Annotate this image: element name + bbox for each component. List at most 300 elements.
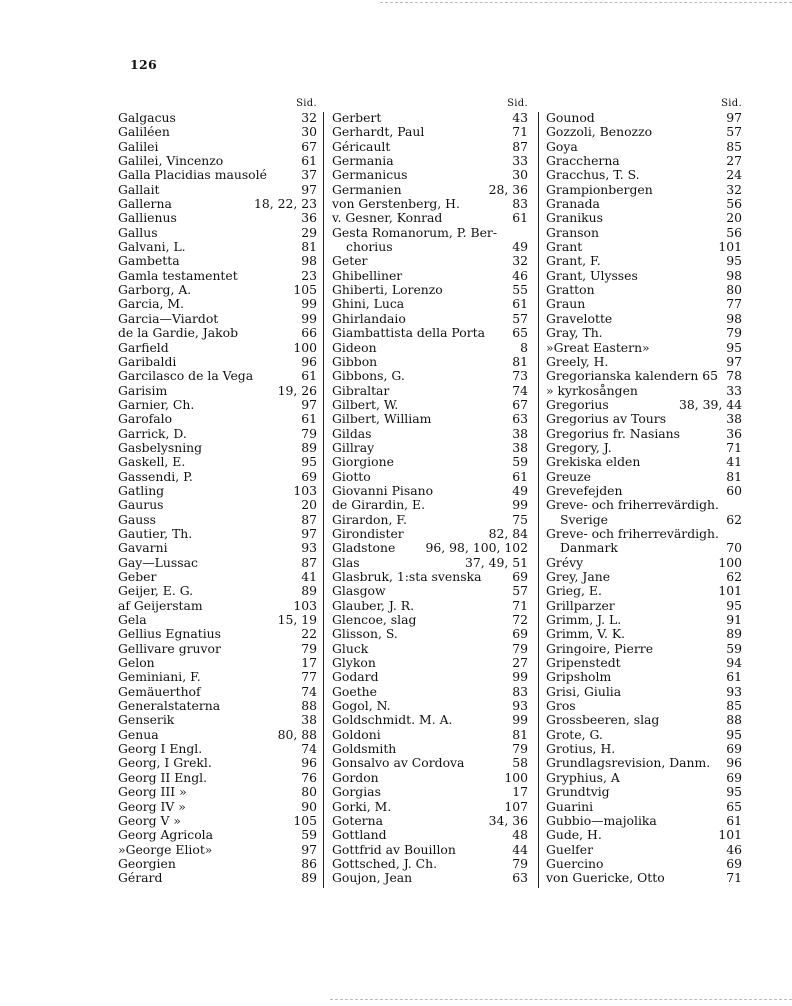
entry-page-number: 78 <box>726 368 742 384</box>
entry-name <box>118 341 169 355</box>
index-entry <box>332 341 528 355</box>
entry-page-number: 86 <box>301 855 317 871</box>
entry-page-number: 17 <box>512 784 528 800</box>
entry-name <box>118 441 202 455</box>
index-entry <box>332 699 528 713</box>
index-entry <box>332 785 528 799</box>
entry-page-number: 63 <box>512 870 528 886</box>
index-entry <box>118 642 317 656</box>
entry-name-text: Glykon <box>332 655 376 671</box>
entry-name-text: Galilei, Vincenzo <box>118 153 224 169</box>
index-entry <box>118 570 317 584</box>
entry-page-number: 97 <box>726 353 742 369</box>
index-entry <box>118 771 317 785</box>
entry-page-number: 95 <box>726 784 742 800</box>
index-entry <box>332 326 528 340</box>
entry-name <box>118 154 223 168</box>
entry-name-text: Gregory, J. <box>546 439 612 455</box>
entry-page-number: 30 <box>301 124 317 140</box>
entry-name-text: Galvani, L. <box>118 239 186 255</box>
entry-name <box>546 670 611 684</box>
entry-name <box>332 484 433 498</box>
entry-name-text: Gravelotte <box>546 310 613 326</box>
entry-name-text: Galilei <box>118 138 159 154</box>
entry-name-text: Galiléen <box>118 124 170 140</box>
entry-page-number: 41 <box>301 569 317 584</box>
index-entry <box>332 670 528 684</box>
entry-name <box>546 211 603 225</box>
entry-name <box>546 527 719 556</box>
entry-name-text: Glasgow <box>332 583 386 599</box>
entry-name-text: »George Eliot» <box>118 841 213 857</box>
entry-name-text: Gavarni <box>118 540 168 556</box>
index-entry <box>118 369 317 383</box>
index-entry <box>546 828 742 842</box>
index-entry <box>118 441 317 455</box>
entry-name-text: Gubbio—majolika <box>546 812 657 828</box>
entry-name <box>332 642 368 656</box>
index-entry <box>118 556 317 570</box>
entry-name-text: Giovanni Pisano <box>332 482 434 498</box>
index-entry <box>118 326 317 340</box>
entry-name <box>118 470 193 484</box>
entry-name-text: Garcilasco de la Vega <box>118 368 254 384</box>
index-entry <box>546 398 742 412</box>
entry-name-text: Giorgione <box>332 454 394 470</box>
entry-name <box>332 800 391 814</box>
entry-name <box>118 384 167 398</box>
entry-name-text: Graun <box>546 296 586 312</box>
index-entry <box>332 642 528 656</box>
entry-name <box>546 254 601 268</box>
entry-name-text: Glisson, S. <box>332 626 398 642</box>
entry-page-number: 65 <box>512 325 528 341</box>
entry-name-text: Gautier, Th. <box>118 525 193 541</box>
entry-page-number: 38 <box>512 439 528 455</box>
entry-name-text: Georg, I Grekl. <box>118 755 212 771</box>
entry-page-number: 98 <box>726 310 742 326</box>
entry-name-text: Gillray <box>332 439 375 455</box>
entry-name-text: Gildas <box>332 425 372 441</box>
entry-name-text: Goethe <box>332 683 377 699</box>
entry-name-text: Girardon, F. <box>332 511 407 527</box>
entry-name-text: Guarini <box>546 798 594 814</box>
entry-name <box>118 226 158 240</box>
entry-name <box>118 211 177 225</box>
entry-name-text: Goya <box>546 138 578 154</box>
index-entry <box>118 613 317 627</box>
entry-name <box>546 627 625 641</box>
entry-page-number: 37, 49, 51 <box>464 554 528 570</box>
entry-name <box>546 183 653 197</box>
entry-name <box>118 427 187 441</box>
entry-page-number: 79 <box>726 325 742 341</box>
entry-name-text: Gringoire, Pierre <box>546 640 654 656</box>
entry-name-text: Gellius Egnatius <box>118 626 222 642</box>
entry-name-text: Gilbert, William <box>332 411 432 427</box>
index-entry <box>118 183 317 197</box>
entry-name <box>546 355 608 369</box>
entry-name-text: Gratton <box>546 282 595 298</box>
entry-name <box>332 713 452 727</box>
entry-name <box>332 140 390 154</box>
entry-name-text: Gorgias <box>332 784 381 800</box>
entry-page-number: 69 <box>512 569 528 584</box>
entry-name <box>332 699 391 713</box>
entry-name <box>118 140 158 154</box>
entry-page-number: 79 <box>512 741 528 757</box>
entry-name-text: Gerbert <box>332 110 382 125</box>
entry-page-number: 61 <box>512 468 528 484</box>
entry-name <box>332 341 377 355</box>
entry-name-text: Greve- och friherrevärdigh. <box>546 497 719 513</box>
entry-name <box>332 183 402 197</box>
entry-page-number: 81 <box>512 726 528 742</box>
index-entry <box>546 670 742 684</box>
entry-name <box>332 656 376 670</box>
entry-name-text: Gripenstedt <box>546 655 621 671</box>
index-entry <box>332 541 528 555</box>
entry-name <box>332 541 395 555</box>
entry-name-text: Garnier, Ch. <box>118 396 195 412</box>
entry-name-text: Gude, H. <box>546 827 602 843</box>
index-entry <box>546 656 742 670</box>
entry-name-text: Gregorius <box>546 396 609 412</box>
entry-name-text: Gilbert, W. <box>332 396 399 412</box>
index-entry <box>332 713 528 727</box>
entry-page-number: 95 <box>726 253 742 269</box>
entry-page-number: 30 <box>512 167 528 183</box>
entry-page-number: 20 <box>726 210 742 226</box>
index-entry <box>118 384 317 398</box>
entry-name-text: Genua <box>118 726 159 742</box>
entry-name <box>546 197 600 211</box>
entry-name <box>118 584 193 598</box>
index-entry <box>546 570 742 584</box>
index-entry <box>118 800 317 814</box>
entry-page-number: 99 <box>301 296 317 312</box>
entry-name <box>546 384 638 398</box>
index-entry <box>118 269 317 283</box>
entry-page-number: 80, 88 <box>277 726 317 742</box>
entry-name <box>332 384 389 398</box>
entry-name <box>332 785 381 799</box>
index-entry <box>118 254 317 268</box>
entry-page-number: 90 <box>301 798 317 814</box>
entry-page-number: 15, 19 <box>277 612 317 628</box>
entry-page-number: 69 <box>301 468 317 484</box>
entry-page-number: 36 <box>301 210 317 226</box>
index-entry <box>546 369 742 383</box>
index-entry <box>332 556 528 570</box>
entry-page-number: 79 <box>512 640 528 656</box>
entry-page-number: 99 <box>512 497 528 513</box>
entry-name-text: Grossbeeren, slag <box>546 712 660 728</box>
index-entry <box>332 412 528 426</box>
entry-page-number: 87 <box>301 554 317 570</box>
entry-page-number: 95 <box>301 454 317 470</box>
entry-page-number: 85 <box>726 138 742 154</box>
index-entry <box>332 441 528 455</box>
entry-name-text: Gracchus, T. S. <box>546 167 640 183</box>
entry-page-number: 19, 26 <box>277 382 317 398</box>
entry-page-number: 91 <box>726 612 742 628</box>
entry-name-text: de Girardin, E. <box>332 497 426 513</box>
entry-page-number: 69 <box>726 769 742 785</box>
entry-name <box>546 297 585 311</box>
entry-name <box>546 584 602 598</box>
entry-name-text: Garfield <box>118 339 169 355</box>
entry-name <box>332 297 404 311</box>
entry-page-number: 61 <box>301 411 317 427</box>
entry-name <box>546 341 650 355</box>
entry-name-text: Gaskell, E. <box>118 454 186 470</box>
entry-name-text: Graccherna <box>546 153 620 169</box>
entry-name <box>118 556 198 570</box>
entry-page-number: 93 <box>726 683 742 699</box>
index-entry <box>546 226 742 240</box>
entry-page-number: 69 <box>726 855 742 871</box>
entry-name-text: Galgacus <box>118 110 176 125</box>
entry-name-text: Germania <box>332 153 394 169</box>
entry-name-text: Greuze <box>546 468 591 484</box>
entry-page-number: 49 <box>512 482 528 498</box>
entry-name-text: Gibbons, G. <box>332 368 405 384</box>
entry-page-number: 71 <box>726 439 742 455</box>
entry-page-number: 38, 39, 44 <box>678 396 742 412</box>
entry-name-text: Gregorianska kalendern 65 <box>546 368 719 384</box>
entry-name <box>118 541 168 555</box>
entry-page-number: 66 <box>301 325 317 341</box>
entry-page-number: 81 <box>301 239 317 255</box>
entry-page-number: 80 <box>726 282 742 298</box>
entry-name-text: Geminiani, F. <box>118 669 201 685</box>
entry-page-number: 103 <box>293 597 317 613</box>
entry-page-number: 74 <box>301 683 317 699</box>
entry-name-text: Gripsholm <box>546 669 612 685</box>
index-entry <box>332 312 528 326</box>
entry-page-number: 29 <box>301 224 317 240</box>
index-entry <box>118 312 317 326</box>
entry-name <box>546 412 666 426</box>
entry-name <box>546 398 609 412</box>
entry-page-number: 96 <box>301 353 317 369</box>
entry-name-text: Grillparzer <box>546 597 615 613</box>
entry-name-text: Gaurus <box>118 497 164 513</box>
entry-name <box>332 857 437 871</box>
index-entry <box>118 756 317 770</box>
index-entry <box>546 800 742 814</box>
entry-page-number: 94 <box>726 655 742 671</box>
index-entry <box>118 599 317 613</box>
entry-name-text: Gasbelysning <box>118 439 203 455</box>
index-entry <box>332 685 528 699</box>
index-entry <box>332 498 528 512</box>
entry-name <box>118 800 186 814</box>
index-entry <box>118 355 317 369</box>
index-entry <box>332 269 528 283</box>
entry-page-number: 72 <box>512 612 528 628</box>
index-entry <box>546 498 742 527</box>
entry-name-text: Garrick, D. <box>118 425 187 441</box>
entry-page-number: 24 <box>726 167 742 183</box>
entry-page-number: 58 <box>512 755 528 771</box>
entry-page-number: 17 <box>301 655 317 671</box>
entry-name-text: Grampionbergen <box>546 181 653 197</box>
entry-page-number: 100 <box>504 769 528 785</box>
entry-page-number: 73 <box>512 368 528 384</box>
entry-name-text: Geber <box>118 569 157 584</box>
index-entry <box>118 211 317 225</box>
index-entry <box>332 742 528 756</box>
index-entry <box>546 584 742 598</box>
entry-name <box>332 871 412 885</box>
index-entry <box>118 398 317 412</box>
index-entry <box>332 656 528 670</box>
entry-name <box>118 283 191 297</box>
entry-name-text: Gatling <box>118 482 165 498</box>
entry-name <box>546 771 620 785</box>
entry-name <box>546 613 621 627</box>
entry-name <box>332 283 443 297</box>
entry-name-text: Gallus <box>118 224 158 240</box>
index-entry <box>546 254 742 268</box>
index-entry <box>546 728 742 742</box>
entry-name-text: Greve- och friherrevärdigh. <box>546 525 719 541</box>
entry-page-number: 33 <box>512 153 528 169</box>
index-entry <box>332 154 528 168</box>
entry-name-text: Grieg, E. <box>546 583 602 599</box>
entry-page-number: 18, 22, 23 <box>253 196 317 212</box>
entry-page-number: 61 <box>301 368 317 384</box>
index-entry <box>546 455 742 469</box>
entry-name-text: Giambattista della Porta <box>332 325 486 341</box>
entry-name <box>546 369 718 383</box>
entry-name-text: Gregorius fr. Nasians <box>546 425 681 441</box>
entry-page-number: 81 <box>726 468 742 484</box>
entry-page-number: 96 <box>301 755 317 771</box>
entry-name <box>546 599 615 613</box>
entry-page-number: 98 <box>726 267 742 283</box>
index-entry <box>332 627 528 641</box>
index-entry <box>118 455 317 469</box>
entry-page-number: 60 <box>726 482 742 498</box>
index-entry <box>546 857 742 871</box>
entry-name <box>332 771 379 785</box>
entry-name <box>332 269 402 283</box>
entry-name-text: Grevefejden <box>546 482 623 498</box>
index-entry <box>332 613 528 627</box>
index-entry <box>546 297 742 311</box>
index-entry <box>118 498 317 512</box>
entry-name <box>546 828 602 842</box>
index-entry <box>118 843 317 857</box>
entry-page-number: 32 <box>726 181 742 197</box>
index-entry <box>118 484 317 498</box>
entry-name-text: Gonsalvo av Cordova <box>332 755 465 771</box>
entry-name <box>332 211 442 225</box>
entry-name-text: Goldoni <box>332 726 381 742</box>
entry-page-number: 32 <box>512 253 528 269</box>
entry-name-text: Granada <box>546 196 600 212</box>
index-entry <box>118 168 317 182</box>
index-entry <box>546 412 742 426</box>
index-entry <box>118 226 317 240</box>
entry-page-number: 80 <box>301 784 317 800</box>
entry-name-text: Goldschmidt. M. A. <box>332 712 453 728</box>
entry-name-text: Glencoe, slag <box>332 612 417 628</box>
entry-page-number: 8 <box>520 339 528 355</box>
index-entry <box>118 240 317 254</box>
index-entry <box>332 355 528 369</box>
entry-page-number: 83 <box>512 196 528 212</box>
entry-name-text: Gottfrid av Bouillon <box>332 841 456 857</box>
index-entry <box>332 599 528 613</box>
entry-page-number: 46 <box>726 841 742 857</box>
entry-page-number: 20 <box>301 497 317 513</box>
entry-name <box>332 441 374 455</box>
entry-page-number: 97 <box>301 525 317 541</box>
entry-page-number: 96 <box>726 755 742 771</box>
entry-name <box>546 168 640 182</box>
index-entry <box>118 541 317 555</box>
index-entry <box>546 183 742 197</box>
entry-name <box>332 455 394 469</box>
entry-name <box>332 398 398 412</box>
entry-name <box>118 183 160 197</box>
entry-page-number: 23 <box>301 267 317 283</box>
entry-page-number: 97 <box>301 841 317 857</box>
entry-name <box>118 785 187 799</box>
entry-page-number: 27 <box>512 655 528 671</box>
index-entry <box>332 369 528 383</box>
entry-name <box>546 484 623 498</box>
entry-name <box>118 699 220 713</box>
entry-page-number: 97 <box>726 110 742 125</box>
index-entry <box>546 427 742 441</box>
entry-page-number: 22 <box>301 626 317 642</box>
entry-page-number: 88 <box>726 712 742 728</box>
entry-name <box>546 427 680 441</box>
entry-name <box>118 513 156 527</box>
entry-name <box>546 498 719 527</box>
entry-name <box>546 728 603 742</box>
entry-name <box>332 584 386 598</box>
index-entry <box>332 527 528 541</box>
entry-name-text: Gela <box>118 612 147 628</box>
entry-page-number: 43 <box>512 110 528 125</box>
index-entry <box>546 197 742 211</box>
index-entry <box>118 412 317 426</box>
entry-name-text: Grekiska elden <box>546 454 641 470</box>
entry-page-number: 56 <box>726 196 742 212</box>
entry-page-number: 57 <box>512 583 528 599</box>
entry-page-number: 41 <box>726 454 742 470</box>
entry-page-number: 57 <box>512 310 528 326</box>
index-entry <box>118 125 317 139</box>
entry-name <box>118 355 176 369</box>
entry-name-text: Gryphius, A <box>546 769 620 785</box>
entry-name <box>118 742 202 756</box>
index-entry <box>332 584 528 598</box>
index-entry <box>118 341 317 355</box>
entry-page-number: 61 <box>512 296 528 312</box>
entry-name <box>546 312 612 326</box>
entry-name-text: Grote, G. <box>546 726 603 742</box>
entry-name-text: Gassendi, P. <box>118 468 193 484</box>
index-column-2 <box>332 97 528 886</box>
index-entry <box>332 283 528 297</box>
